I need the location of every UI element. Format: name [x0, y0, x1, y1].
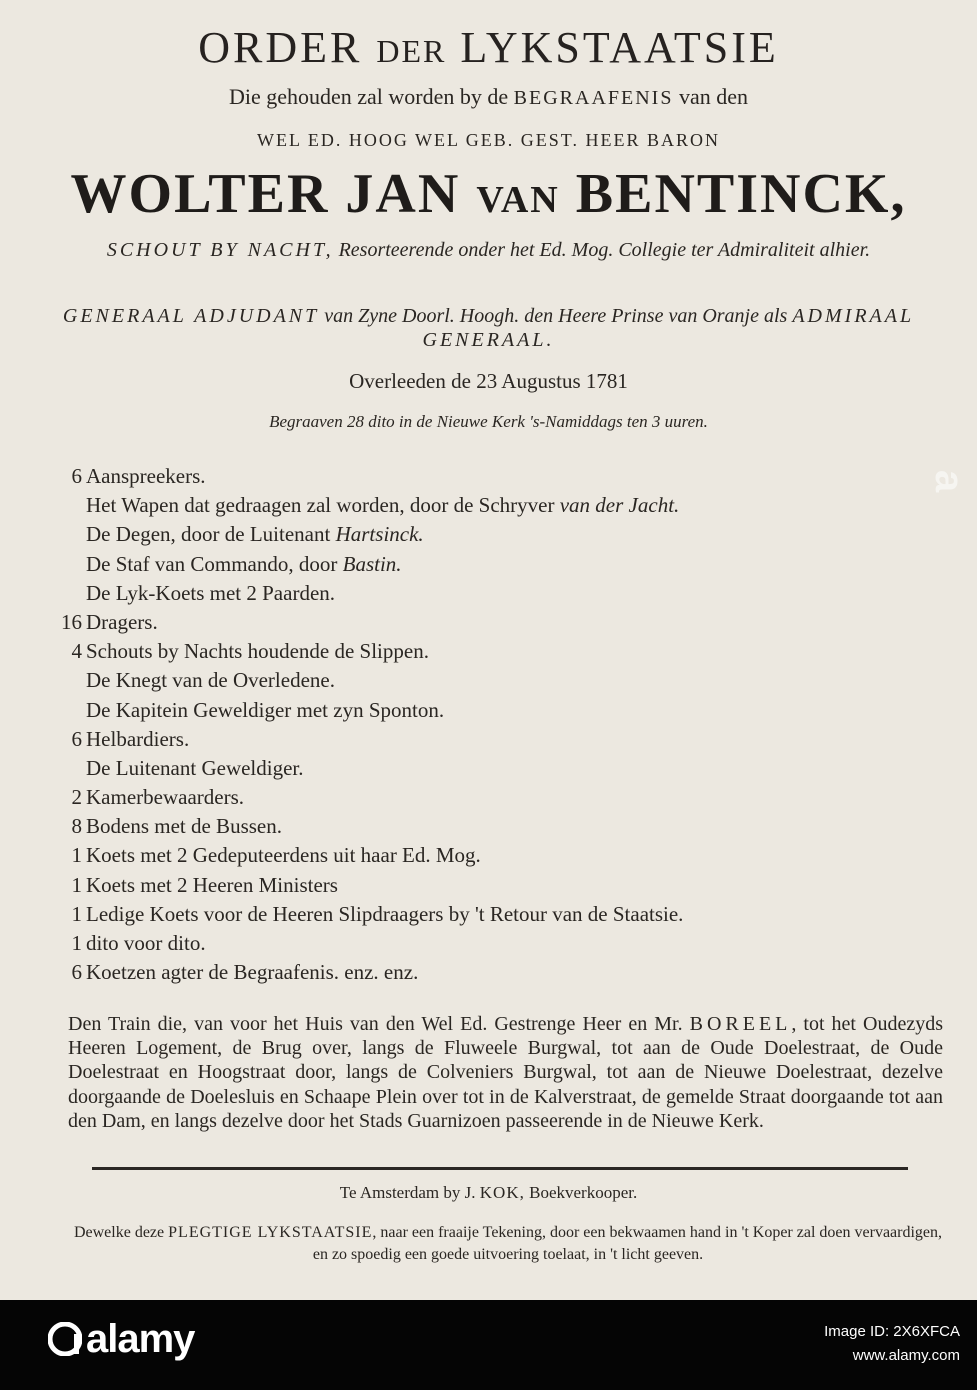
procession-row	[40, 841, 940, 870]
procession-text	[84, 812, 282, 841]
office-title-adjudant: GENERAAL ADJUDANT	[62, 305, 320, 327]
office-line-2	[60, 304, 917, 352]
watermark-url: www.alamy.com	[852, 1347, 960, 1364]
procession-description: De Kapitein Geweldiger met zyn Sponton.	[86, 697, 445, 722]
procession-row	[40, 871, 940, 900]
title-word-der: DER	[376, 33, 447, 69]
procession-count	[40, 579, 84, 608]
procession-text	[84, 871, 338, 900]
procession-row	[40, 900, 940, 929]
procession-description: De Staf van Commando, door	[86, 551, 338, 576]
image-id: Image ID: 2X6XFCA	[824, 1323, 960, 1340]
procession-text	[84, 929, 206, 958]
subtitle-text-c: van den	[678, 84, 748, 109]
procession-count	[40, 550, 84, 579]
watermark-meta	[640, 1320, 960, 1368]
procession-count: 1	[71, 901, 82, 926]
procession-description: Ledige Koets voor de Heeren Slipdraagers by 't Retour van de Staatsie.	[86, 901, 684, 926]
procession-count: 8	[71, 814, 82, 839]
procession-row	[40, 812, 940, 841]
title-word-lykstaatsie: LYKSTAATSIE	[460, 23, 779, 72]
note-text-a: Dewelke deze	[73, 1224, 165, 1241]
route-name-boreel: BOREEL	[689, 1013, 792, 1035]
side-watermark-logo: a	[927, 470, 971, 493]
procession-text	[84, 666, 335, 695]
procession-text	[84, 520, 424, 549]
date-of-death: Overleeden de 23 Augustus 1781	[349, 369, 628, 393]
procession-person-name: Bastin.	[342, 551, 402, 576]
procession-text	[84, 696, 444, 725]
alamy-mark-icon	[48, 1321, 82, 1355]
procession-row	[40, 462, 940, 491]
procession-text	[84, 637, 429, 666]
procession-row	[40, 958, 940, 987]
procession-description: Koets met 2 Heeren Ministers	[86, 872, 338, 897]
procession-row	[40, 608, 940, 637]
burial-details: Begraaven 28 dito in de Nieuwe Kerk 's-Namiddags ten 3 uuren.	[269, 412, 708, 431]
printer-line	[0, 1183, 977, 1203]
procession-description: Koets met 2 Gedeputeerdens uit haar Ed. Mog.	[86, 843, 481, 868]
procession-description: Schouts by Nachts houdende de Slippen.	[86, 639, 429, 664]
procession-description: De Lyk-Koets met 2 Paarden.	[86, 580, 336, 605]
document-title	[0, 22, 977, 73]
procession-description: Dragers.	[86, 609, 158, 634]
procession-count	[40, 520, 84, 549]
procession-description: Koetzen agter de Begraafenis. enz. enz.	[86, 960, 419, 985]
procession-list	[40, 462, 940, 987]
route-text-c: , tot het Oudezyds Heeren Logement, de Brug over, langs de Fluweele Burgwal, tot aan de Oude Doelestraat, de Oude Doelestraat en Hoogstraat door, langs de Colveniers Burgwal, tot aan de Nieuwe Doelestraat, dezelve doorgaande de Doelesluis en Schaape Plein over tot in de Kalverstraat, de gemelde Straat doorgaande tot aan den Dam, en langs dezelve door het Stads Guarnizoen passeerende in de Nieuwe Kerk.	[68, 1013, 943, 1132]
procession-description: De Knegt van de Overledene.	[86, 668, 335, 693]
alamy-logo-text: alamy	[86, 1317, 195, 1361]
procession-count: 4	[71, 639, 82, 664]
procession-text	[84, 579, 335, 608]
procession-text	[84, 783, 244, 812]
procession-description: Kamerbewaarders.	[86, 785, 244, 810]
procession-count: 1	[71, 843, 82, 868]
procession-count	[40, 666, 84, 695]
route-text-a: Den Train die, van voor het Huis van den Wel Ed. Gestrenge Heer en Mr.	[68, 1013, 683, 1035]
office-line-1	[60, 238, 917, 262]
procession-count: 6	[71, 464, 82, 488]
procession-description: De Degen, door de Luitenant	[86, 522, 331, 547]
deceased-name	[0, 162, 977, 226]
divider-rule	[92, 1167, 908, 1170]
procession-row	[40, 754, 940, 783]
procession-row	[40, 579, 940, 608]
printer-text-c: Boekverkooper.	[529, 1183, 638, 1202]
procession-description: Helbardiers.	[86, 726, 190, 751]
procession-count: 1	[71, 872, 82, 897]
note-text-c: , naar een fraaije Tekening, door een bekwaamen hand in 't Koper zal doen vervaardigen, en zo spoedig een goede uitvoering toelaat, in 't licht geeven.	[312, 1224, 943, 1263]
procession-row	[40, 637, 940, 666]
title-word-order: ORDER	[198, 23, 363, 72]
procession-description: De Luitenant Geweldiger.	[86, 755, 304, 780]
procession-count: 16	[61, 609, 82, 634]
procession-row	[40, 550, 940, 579]
watermark-banner	[0, 1300, 977, 1390]
printer-text-a: Te Amsterdam by J.	[339, 1183, 476, 1202]
procession-row	[40, 783, 940, 812]
procession-text	[84, 754, 304, 783]
procession-description: dito voor dito.	[86, 931, 206, 955]
procession-count	[40, 696, 84, 725]
procession-row	[40, 491, 940, 520]
subtitle-begraafenis: BEGRAAFENIS	[513, 87, 674, 109]
procession-row	[40, 666, 940, 695]
route-paragraph	[68, 1012, 943, 1133]
procession-count	[40, 491, 84, 520]
procession-description: Aanspreekers.	[86, 464, 206, 488]
procession-row	[40, 725, 940, 754]
procession-text	[84, 491, 679, 520]
procession-text	[84, 550, 402, 579]
subtitle-line-1	[0, 84, 977, 110]
procession-count: 2	[71, 785, 82, 810]
procession-person-name: van der Jacht.	[559, 493, 680, 518]
printer-name: KOK,	[479, 1183, 525, 1202]
procession-person-name: Hartsinck.	[335, 522, 424, 547]
procession-text	[84, 462, 206, 491]
procession-count: 1	[71, 931, 82, 955]
engraving-note	[68, 1222, 948, 1266]
alamy-logo	[48, 1317, 194, 1362]
office-description-2: van Zyne Doorl. Hoogh. den Heere Prinse van Oranje als	[324, 305, 788, 327]
procession-text	[84, 841, 481, 870]
procession-count: 6	[71, 726, 82, 751]
office-title-admiraal: ADMIRAAL GENERAAL.	[422, 305, 915, 351]
note-caps: PLEGTIGE LYKSTAATSIE	[168, 1224, 373, 1241]
procession-row	[40, 929, 940, 958]
name-last: BENTINCK,	[575, 163, 907, 225]
procession-description: Het Wapen dat gedraagen zal worden, door de Schryver	[86, 493, 555, 518]
procession-text	[84, 608, 158, 637]
office-title-schout: SCHOUT BY NACHT,	[106, 239, 334, 261]
name-van: VAN	[476, 179, 560, 221]
name-first: WOLTER JAN	[70, 163, 461, 225]
office-description-1: Resorteerende onder het Ed. Mog. Collegie ter Admiraliteit alhier.	[338, 239, 871, 261]
procession-description: Bodens met de Bussen.	[86, 814, 282, 839]
subtitle-text-a: Die gehouden zal worden by de	[228, 84, 509, 109]
procession-row	[40, 696, 940, 725]
procession-row	[40, 520, 940, 549]
procession-text	[84, 725, 189, 754]
honorific-line: WEL ED. HOOG WEL GEB. GEST. HEER BARON	[257, 130, 720, 150]
procession-text	[84, 958, 418, 987]
procession-text	[84, 900, 683, 929]
procession-count: 6	[71, 960, 82, 985]
procession-count	[40, 754, 84, 783]
